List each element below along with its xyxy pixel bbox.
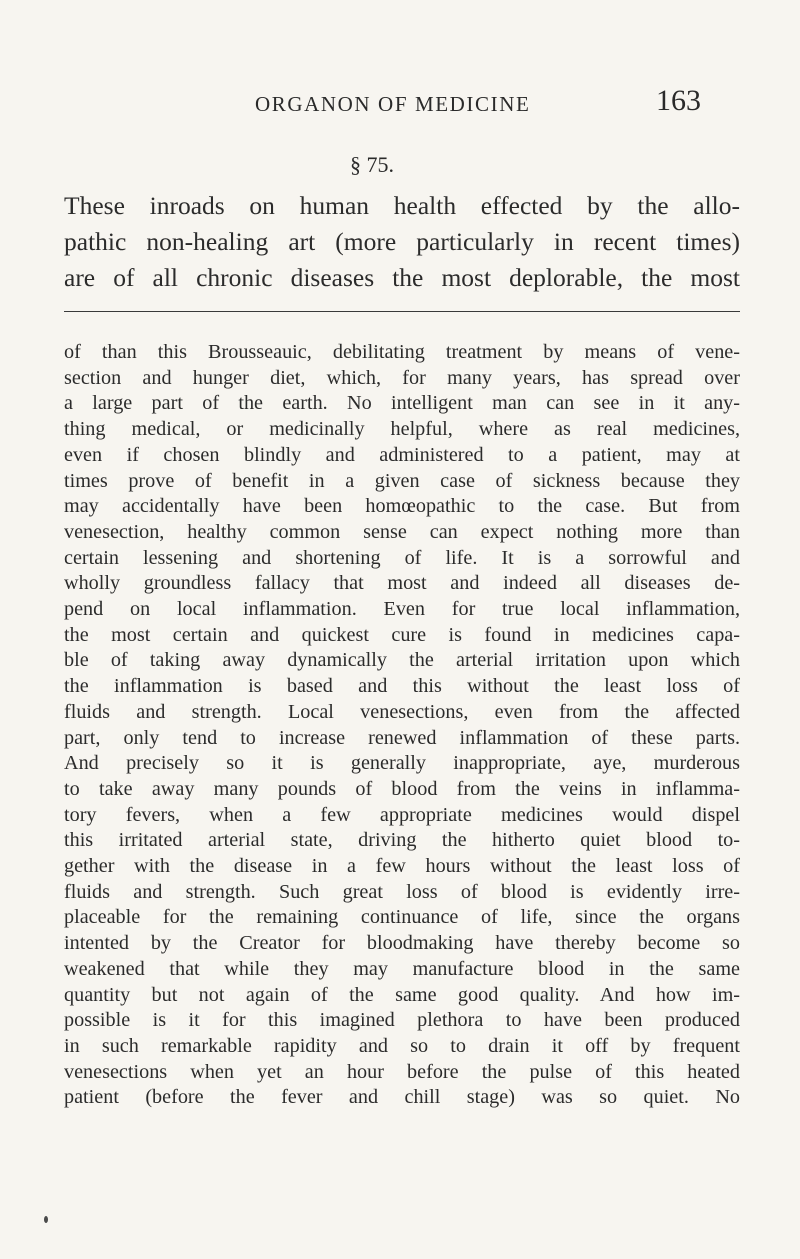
footnote-line: in such remarkable rapidity and so to drain it off by frequent bbox=[64, 1034, 740, 1057]
footnote-line: tory fevers, when a few appropriate medicines would dispel bbox=[64, 803, 740, 826]
footnote-line: thing medical, or medicinally helpful, where as real medicines, bbox=[64, 418, 740, 441]
footnote-line: weakened that while they may manufacture blood in the same bbox=[64, 957, 740, 980]
footnote-line: certain lessening and shortening of life. It is a sorrowful and bbox=[64, 546, 740, 569]
footnote-line: venesections when yet an hour before the pulse of this heated bbox=[64, 1060, 740, 1083]
running-title: ORGANON OF MEDICINE bbox=[255, 92, 531, 116]
footnote-line: even if chosen blindly and administered to a patient, may at bbox=[64, 443, 740, 466]
footnote-line: fluids and strength. Local venesections, even from the affected bbox=[64, 700, 740, 723]
footnote-line: fluids and strength. Such great loss of blood is evidently irre- bbox=[64, 880, 740, 903]
footnote-line: ble of taking away dynamically the arterial irritation upon which bbox=[64, 649, 740, 672]
footnote-line: times prove of benefit in a given case of sickness because they bbox=[64, 469, 740, 492]
footnote-line: to take away many pounds of blood from the veins in inflamma- bbox=[64, 777, 740, 800]
main-text-line: are of all chronic diseases the most deplorable, the most bbox=[64, 263, 740, 292]
section-heading: § 75. bbox=[350, 152, 394, 177]
footnote-line: part, only tend to increase renewed inflammation of these parts. bbox=[64, 726, 740, 749]
footnote-line: may accidentally have been homœopathic to the case. But from bbox=[64, 495, 740, 518]
footnote-line: venesection, healthy common sense can expect nothing more than bbox=[64, 520, 740, 543]
footnote-line: pend on local inflammation. Even for true local inflammation, bbox=[64, 598, 740, 621]
footnote-line: placeable for the remaining continuance of life, since the organs bbox=[64, 906, 740, 929]
footnote-line: the most certain and quickest cure is found in medicines capa- bbox=[64, 623, 740, 646]
footnote-line: gether with the disease in a few hours without the least loss of bbox=[64, 855, 740, 878]
footnote-divider bbox=[64, 311, 740, 312]
footnote-line: quantity but not again of the same good quality. And how im- bbox=[64, 983, 740, 1006]
footnote-line: this irritated arterial state, driving the hitherto quiet blood to- bbox=[64, 829, 740, 852]
footnote-paragraph bbox=[64, 340, 740, 1111]
footnote-line: of than this Brousseauic, debilitating treatment by means of vene- bbox=[64, 341, 740, 363]
footnote-line: And precisely so it is generally inappropriate, aye, murderous bbox=[64, 752, 740, 775]
footnote-line: section and hunger diet, which, for many years, has spread over bbox=[64, 366, 740, 389]
footnote-line: the inflammation is based and this without the least loss of bbox=[64, 675, 740, 698]
main-text-line: pathic non-healing art (more particularly in recent times) bbox=[64, 227, 740, 256]
footnote-line: patient (before the fever and chill stage) was so quiet. No bbox=[64, 1086, 740, 1109]
footnote-line: possible is it for this imagined plethora to have been produced bbox=[64, 1009, 740, 1032]
running-head bbox=[255, 84, 775, 124]
footnote-line: intented by the Creator for bloodmaking have thereby become so bbox=[64, 932, 740, 955]
main-paragraph bbox=[64, 188, 740, 296]
footnote-line: a large part of the earth. No intelligent man can see in it any- bbox=[64, 392, 740, 415]
ink-speck bbox=[44, 1216, 48, 1223]
main-text-line: These inroads on human health effected by the allo- bbox=[64, 191, 740, 220]
footnote-line: wholly groundless fallacy that most and indeed all diseases de- bbox=[64, 572, 740, 595]
page-number: 163 bbox=[656, 84, 701, 117]
